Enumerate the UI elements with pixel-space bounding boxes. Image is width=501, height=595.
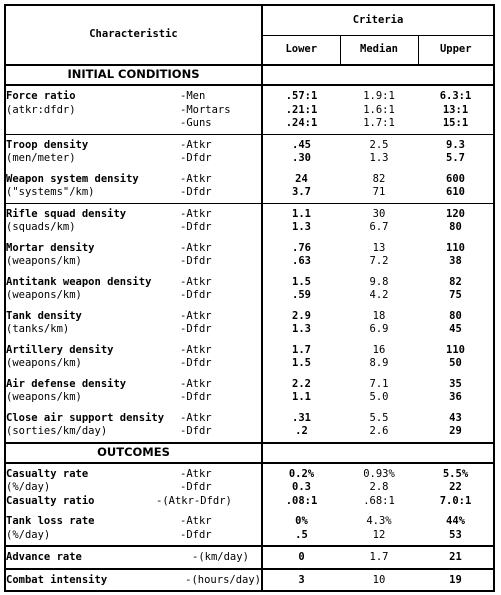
table-row: Mortar density -Atkr (weapons/km) -Dfdr .76 .63 13 7.2 110 38 bbox=[6, 238, 493, 272]
table-row: Air defense density -Atkr (weapons/km) -Dfdr 2.2 1.1 7.1 5.0 35 36 bbox=[6, 374, 493, 408]
table-row: Combat intensity -(hours/day) 3 10 19 bbox=[6, 569, 493, 591]
row-unit: (atkr:dfdr) bbox=[6, 103, 76, 116]
criteria-header: Criteria bbox=[262, 6, 493, 36]
table-row: Artillery density -Atkr (weapons/km) -Dfdr 1.7 1.5 16 8.9 110 50 bbox=[6, 340, 493, 374]
section-initial-row bbox=[6, 65, 493, 85]
table-row: Troop density -Atkr (men/meter) -Dfdr .45 .30 2.5 1.3 9.3 5.7 bbox=[6, 134, 493, 169]
characteristic-header: Characteristic bbox=[6, 6, 262, 65]
table-row: Casualty rate -Atkr (%/day) -Dfdr Casualty ratio -(Atkr-Dfdr) 0.2% 0.3 .08:1 0.93% 2.8 .68:1 5.5% 22 7.0:1 bbox=[6, 463, 493, 512]
criteria-table bbox=[4, 4, 495, 592]
table-row: Close air support density -Atkr (sorties/km/day) -Dfdr .31 .2 5.5 2.6 43 29 bbox=[6, 408, 493, 443]
section-outcomes-row bbox=[6, 443, 493, 463]
section-outcomes: OUTCOMES bbox=[6, 443, 262, 463]
row-name: Force ratio bbox=[6, 90, 76, 102]
section-initial-conditions: INITIAL CONDITIONS bbox=[6, 65, 262, 85]
table-row: Advance rate -(km/day) 0 1.7 21 bbox=[6, 546, 493, 569]
table-row: Weapon system density -Atkr ("systems"/km) -Dfdr 24 3.7 82 71 600 610 bbox=[6, 169, 493, 204]
lower-header: Lower bbox=[262, 36, 340, 66]
table-row: Force ratio -Men (atkr:dfdr) -Mortars -Guns .57:1 .21:1 .24:1 1.9:1 1.6:1 1.7:1 6.3:1 13:1 15:1 bbox=[6, 85, 493, 134]
table-row: Tank density -Atkr (tanks/km) -Dfdr 2.9 1.3 18 6.9 80 45 bbox=[6, 306, 493, 340]
table-row: Tank loss rate -Atkr (%/day) -Dfdr 0% .5 4.3% 12 44% 53 bbox=[6, 511, 493, 546]
table-row: Antitank weapon density -Atkr (weapons/km) -Dfdr 1.5 .59 9.8 4.2 82 75 bbox=[6, 272, 493, 306]
table-row: Rifle squad density -Atkr (squads/km) -Dfdr 1.1 1.3 30 6.7 120 80 bbox=[6, 203, 493, 238]
header-row bbox=[6, 6, 493, 36]
upper-header: Upper bbox=[418, 36, 493, 66]
median-header: Median bbox=[340, 36, 418, 66]
